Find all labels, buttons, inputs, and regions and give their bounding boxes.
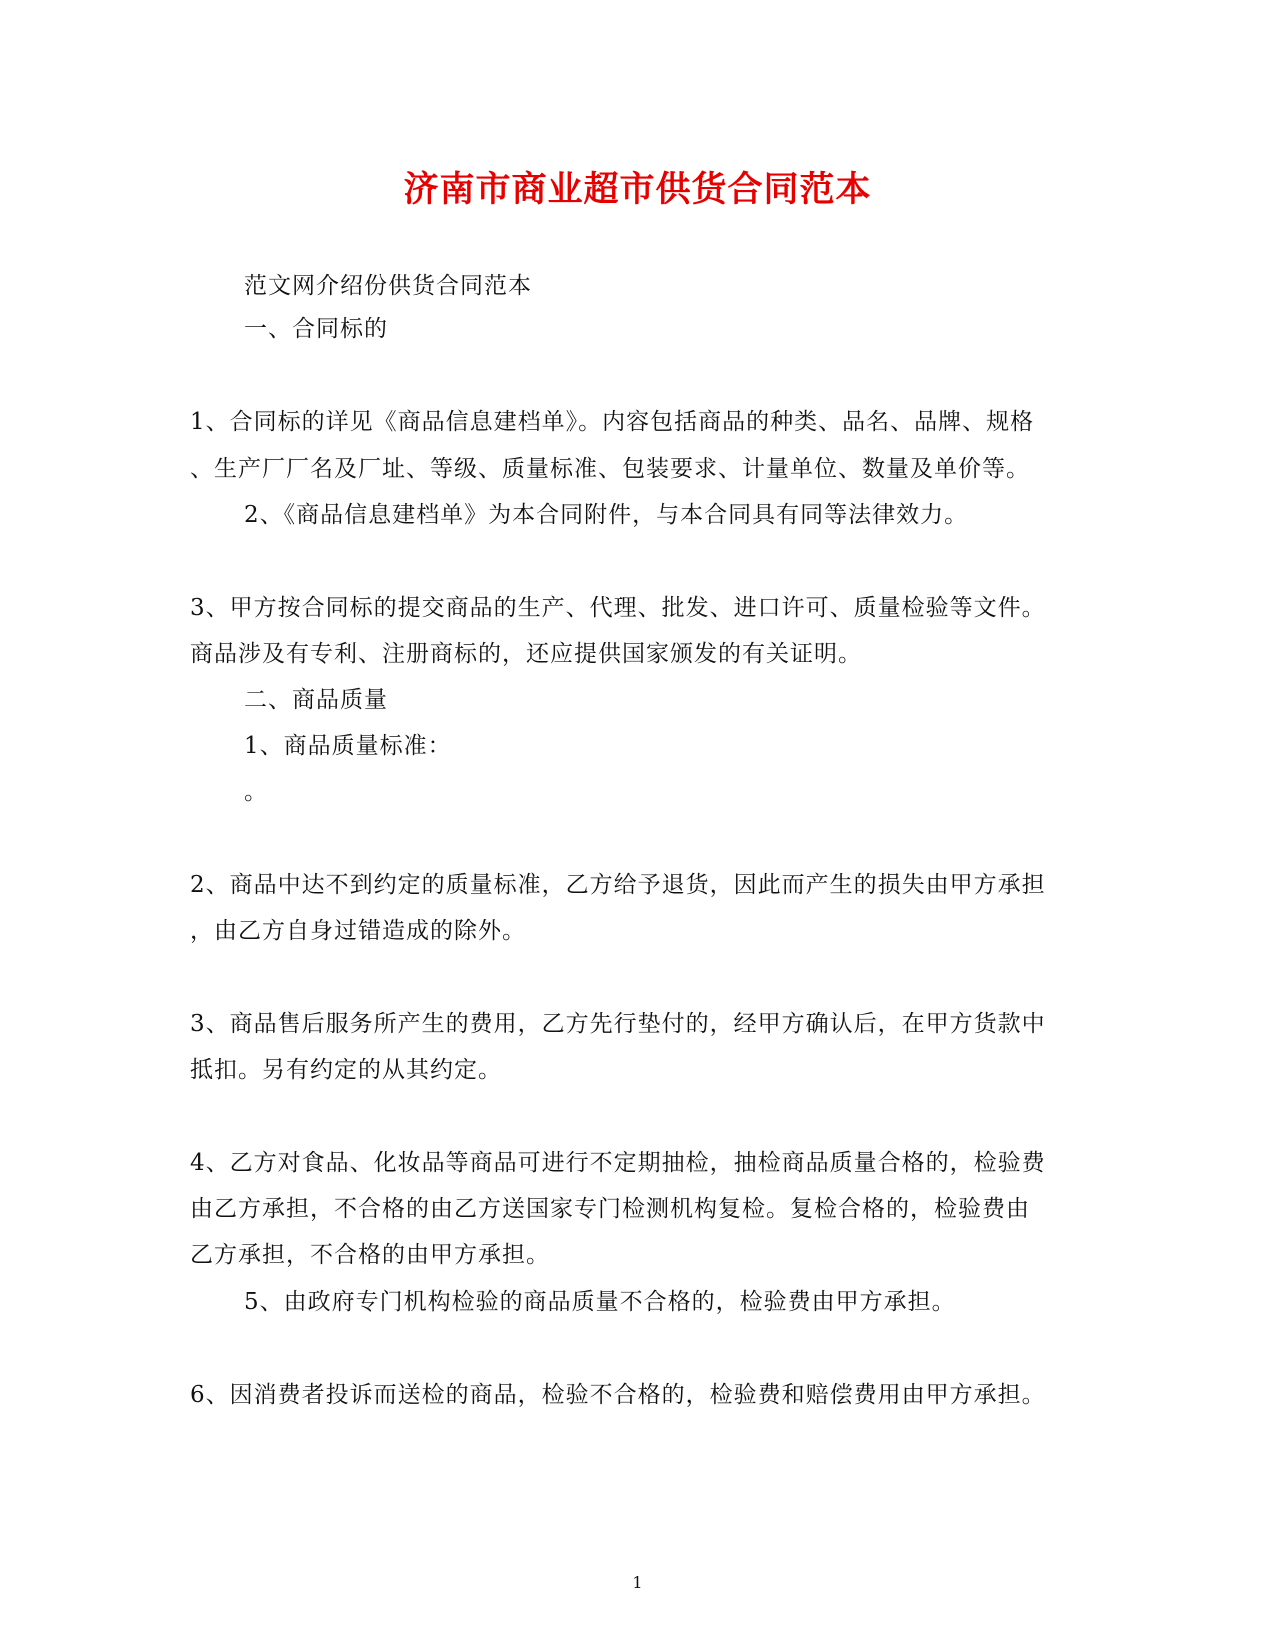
- intro-line: 范文网介绍份供货合同范本: [244, 273, 532, 299]
- paragraph-line: 2、商品中达不到约定的质量标准，乙方给予退货，因此而产生的损失由甲方承担: [190, 872, 1046, 898]
- paragraph-line: 3、甲方按合同标的提交商品的生产、代理、批发、进口许可、质量检验等文件。: [190, 595, 1046, 621]
- paragraph-line: 、生产厂厂名及厂址、等级、质量标准、包装要求、计量单位、数量及单价等。: [190, 456, 1030, 482]
- section-heading-1: 一、合同标的: [244, 316, 388, 342]
- page-number: 1: [632, 1573, 643, 1592]
- paragraph-line: 6、因消费者投诉而送检的商品，检验不合格的，检验费和赔偿费用由甲方承担。: [190, 1382, 1046, 1408]
- paragraph-line: 4、乙方对食品、化妆品等商品可进行不定期抽检，抽检商品质量合格的，检验费: [190, 1150, 1046, 1176]
- paragraph-line: 3、商品售后服务所产生的费用，乙方先行垫付的，经甲方确认后，在甲方货款中: [190, 1011, 1046, 1037]
- paragraph-line: 2、《商品信息建档单》为本合同附件，与本合同具有同等法律效力。: [244, 502, 969, 528]
- document-title: 济南市商业超市供货合同范本: [403, 169, 872, 210]
- paragraph-line: 商品涉及有专利、注册商标的，还应提供国家颁发的有关证明。: [190, 641, 862, 667]
- paragraph-line: 由乙方承担，不合格的由乙方送国家专门检测机构复检。复检合格的，检验费由: [190, 1196, 1030, 1222]
- paragraph-line: 1、商品质量标准：: [244, 733, 452, 759]
- paragraph-line: 。: [244, 779, 268, 805]
- paragraph-line: ，由乙方自身过错造成的除外。: [190, 918, 526, 944]
- paragraph-line: 乙方承担，不合格的由甲方承担。: [190, 1242, 550, 1268]
- section-heading-2: 二、商品质量: [244, 687, 388, 713]
- paragraph-line: 抵扣。另有约定的从其约定。: [190, 1057, 502, 1083]
- paragraph-line: 1、合同标的详见《商品信息建档单》。内容包括商品的种类、品名、品牌、规格: [190, 409, 1035, 435]
- paragraph-line: 5、由政府专门机构检验的商品质量不合格的，检验费由甲方承担。: [244, 1289, 956, 1315]
